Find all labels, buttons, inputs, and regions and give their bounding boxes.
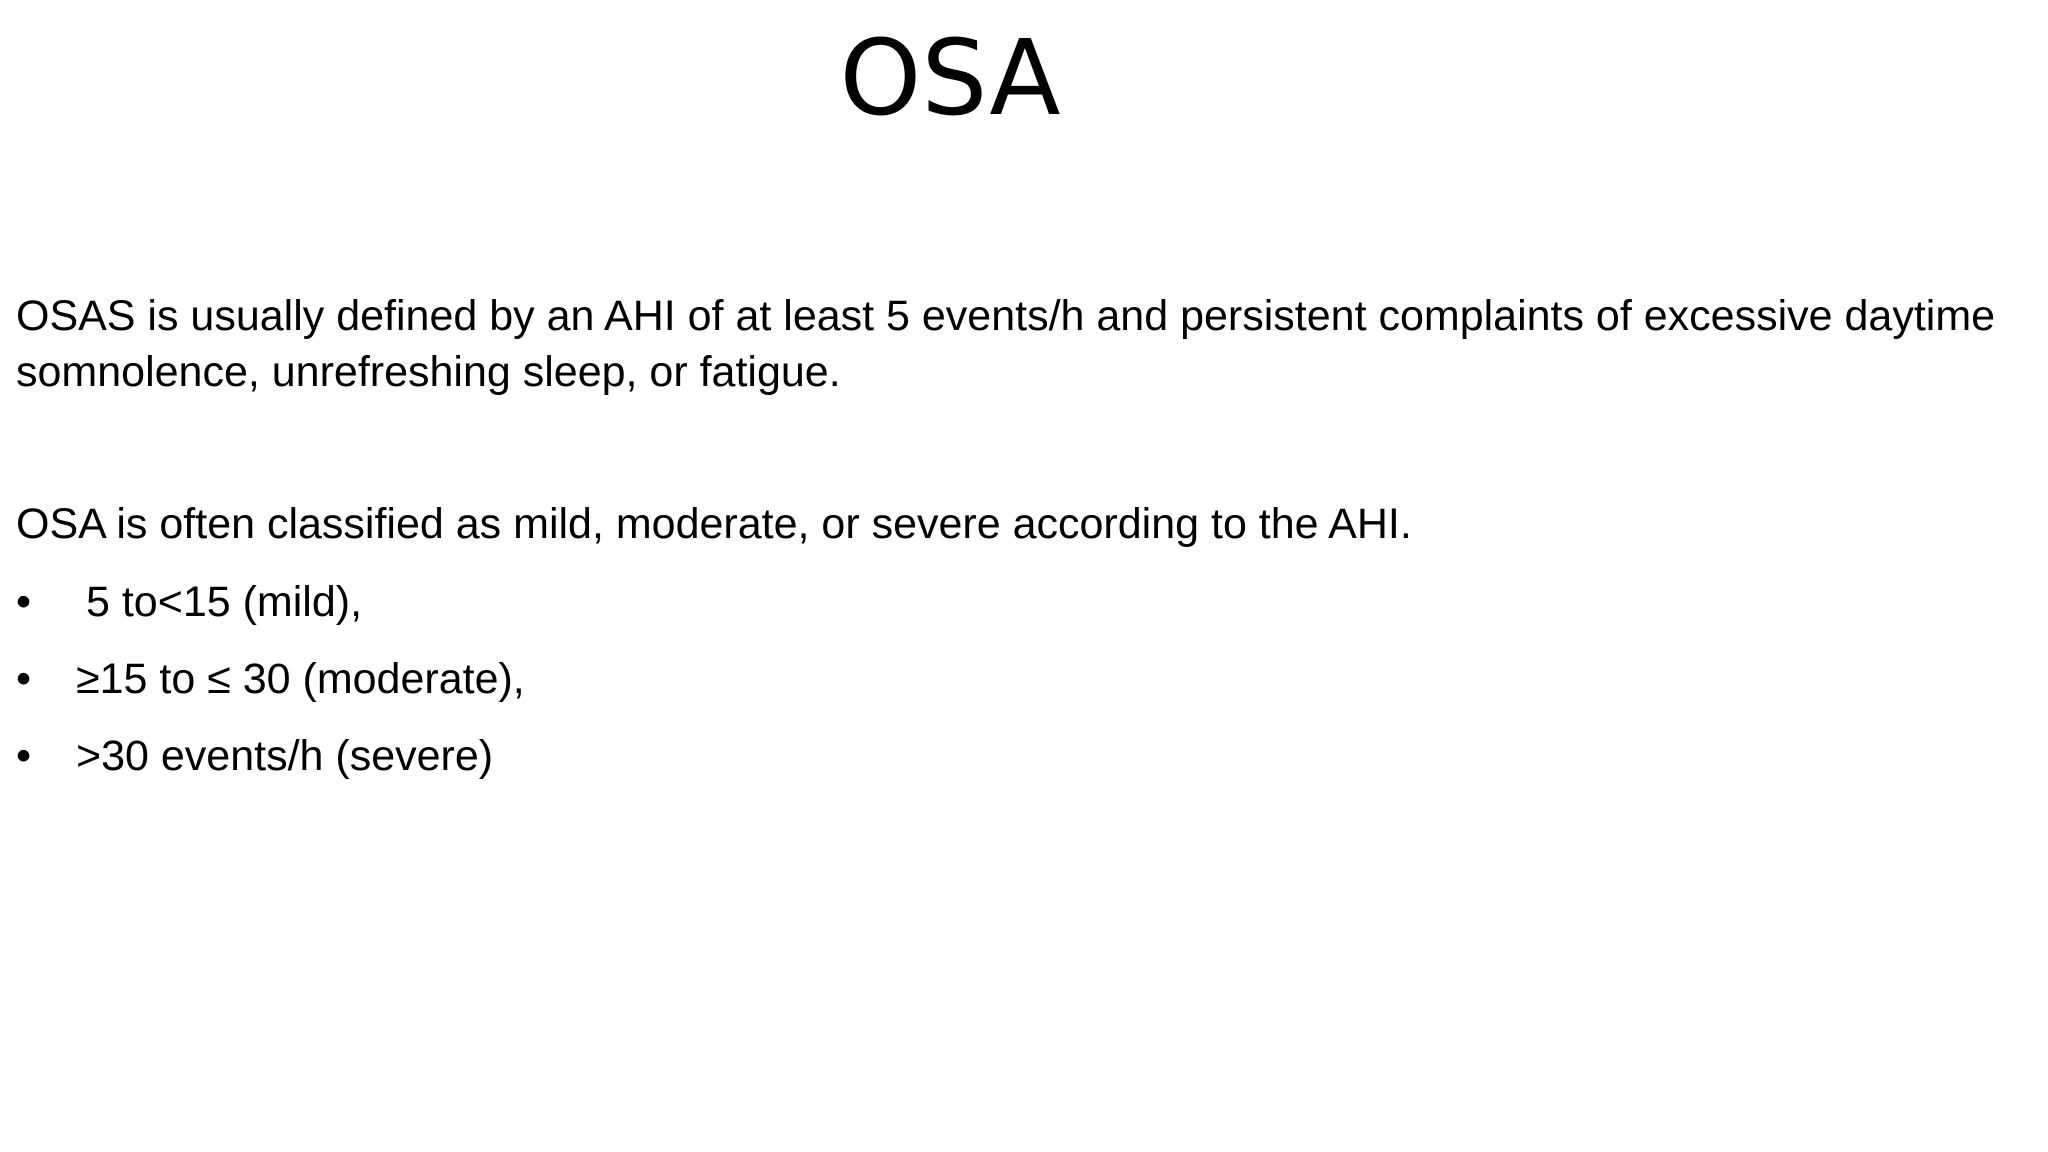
severity-severe: >30 events/h (severe) <box>76 732 494 780</box>
slide-body <box>16 288 2006 805</box>
severity-moderate: ≥15 to ≤ 30 (moderate), <box>76 655 525 703</box>
slide-title: OSA <box>839 17 1061 139</box>
classification-paragraph: OSA is often classified as mild, moderate, or severe according to the AHI. <box>16 500 1412 548</box>
definition-paragraph: OSAS is usually defined by an AHI of at least 5 events/h and persistent complaints of excessive daytime somnolence, unrefreshing sleep, or fatigue. <box>16 292 1996 396</box>
list-item <box>16 728 2006 784</box>
list-item <box>16 651 2006 707</box>
list-item <box>16 574 2006 630</box>
bullet-icon: • <box>16 732 32 780</box>
bullet-icon: • <box>16 655 32 703</box>
severity-list <box>16 574 2006 784</box>
bullet-icon: • <box>16 578 32 626</box>
severity-mild: 5 to<15 (mild), <box>86 578 363 626</box>
